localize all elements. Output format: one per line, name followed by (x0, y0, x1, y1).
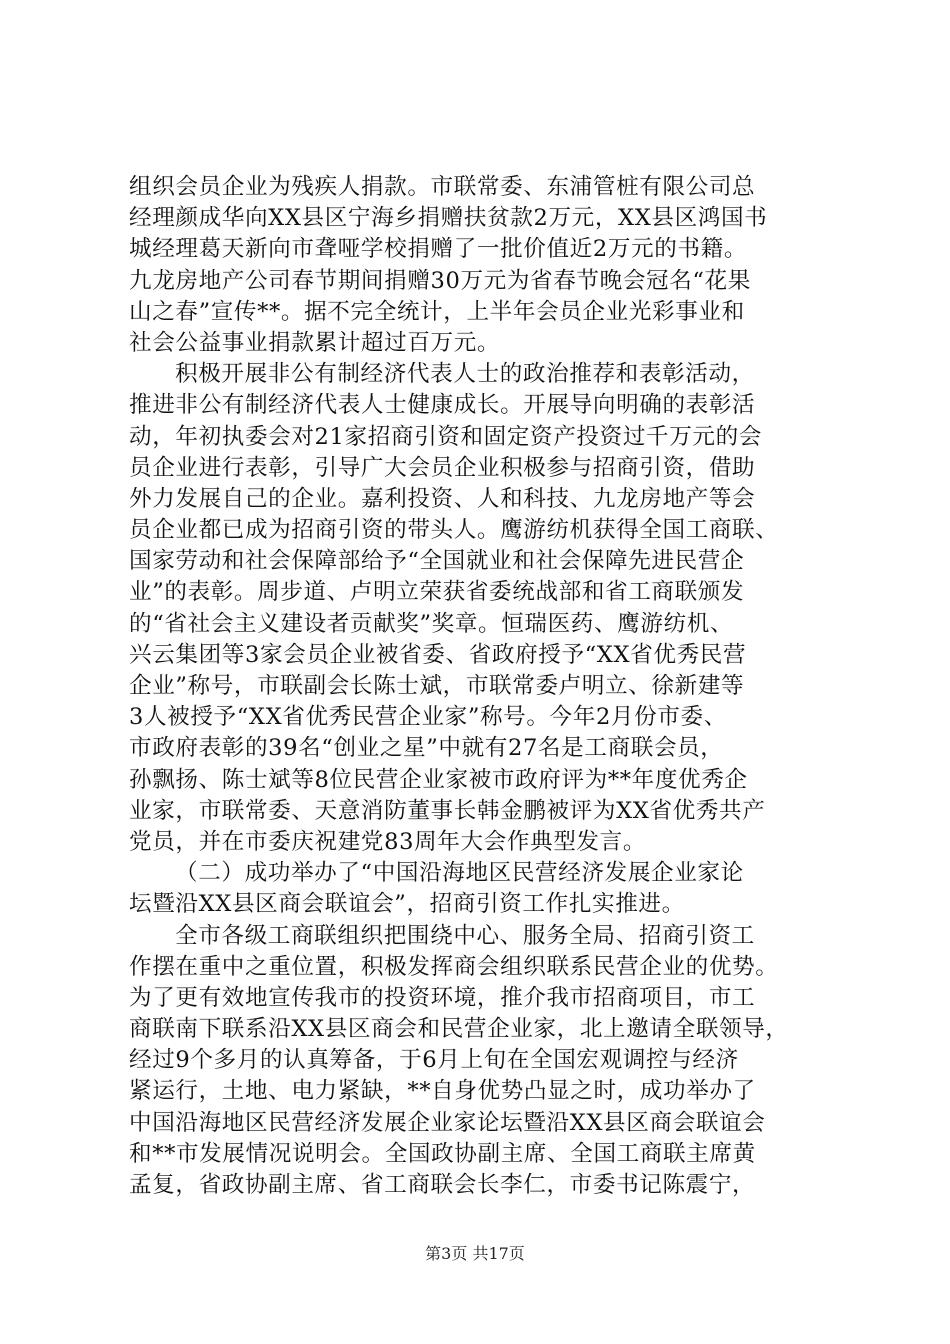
page-number-footer: 第3页 共17页 (425, 1244, 525, 1263)
paragraph-start-line: 积极开展非公有制经济代表人士的政治推荐和表彰活动， (175, 361, 755, 388)
text-line: 城经理葛天新向市聋哑学校捐赠了一批价值近2万元的书籍。 (129, 236, 748, 263)
text-line: 企业”称号，市联副会长陈士斌，市联常委卢明立、徐新建等 (129, 673, 745, 699)
text-line: 党员，并在市委庆祝建党83周年大会作典型发言。 (129, 828, 647, 855)
section-heading-line: （二）成功举办了“中国沿海地区民营经济发展企业家论 (175, 860, 744, 887)
text-line: 业”的表彰。周步道、卢明立荣获省委统战部和省工商联颁发 (129, 579, 745, 606)
section-heading-line: 坛暨沿XX县区商会联谊会”，招商引资工作扎实推进。 (129, 891, 685, 918)
text-line: 作摆在重中之重位置，积极发挥商会组织联系民营企业的优势。 (129, 953, 779, 980)
text-line: 为了更有效地宣传我市的投资环境，推介我市招商项目，市工 (129, 984, 756, 1011)
text-line: 员企业都已成为招商引资的带头人。鹰游纺机获得全国工商联、 (129, 517, 779, 544)
text-line: 推进非公有制经济代表人士健康成长。开展导向明确的表彰活 (129, 392, 756, 419)
text-line: 中国沿海地区民营经济发展企业家论坛暨沿XX县区商会联谊会 (129, 1109, 766, 1136)
text-line: 国家劳动和社会保障部给予“全国就业和社会保障先进民营企 (129, 548, 745, 575)
text-line: 经过9个多月的认真筹备，于6月上旬在全国宏观调控与经济 (129, 1047, 739, 1074)
text-line: 兴云集团等3家会员企业被省委、省政府授予“XX省优秀民营 (129, 641, 747, 668)
text-line: 紧运行，土地、电力紧缺，**自身优势凸显之时，成功举办了 (129, 1078, 756, 1105)
text-line: 员企业进行表彰，引导广大会员企业积极参与招商引资，借助 (129, 454, 756, 481)
text-line: 动，年初执委会对21家招商引资和固定资产投资过千万元的会 (129, 423, 762, 450)
text-line: 孙飘扬、陈士斌等8位民营企业家被市政府评为**年度优秀企 (129, 766, 748, 793)
text-line: 山之春”宣传**。据不完全统计，上半年会员企业光彩事业和 (129, 298, 745, 325)
text-line: 3人被授予“XX省优秀民营企业家”称号。今年2月份市委、 (129, 704, 727, 731)
text-line: 业家，市联常委、天意消防董事长韩金鹏被评为XX省优秀共产 (129, 797, 766, 824)
text-line: 组织会员企业为残疾人捐款。市联常委、东浦管桩有限公司总 (129, 174, 756, 200)
text-line: 社会公益事业捐款累计超过百万元。 (129, 329, 501, 356)
text-line: 经理颜成华向XX县区宁海乡捐赠扶贫款2万元，XX县区鸿国书 (129, 205, 768, 232)
text-line: 孟复，省政协副主席、省工商联会长李仁，市委书记陈震宁， (129, 1172, 756, 1198)
text-line: 外力发展自己的企业。嘉利投资、人和科技、九龙房地产等会 (129, 485, 756, 512)
document-body (129, 172, 829, 1201)
text-line: 市政府表彰的39名“创业之星”中就有27名是工商联会员， (129, 735, 724, 762)
text-line: 九龙房地产公司春节期间捐赠30万元为省春节晚会冠名“花果 (129, 267, 751, 294)
text-line: 的“省社会主义建设者贡献奖”奖章。恒瑞医药、鹰游纺机、 (129, 610, 734, 637)
text-line: 和**市发展情况说明会。全国政协副主席、全国工商联主席黄 (129, 1140, 756, 1167)
paragraph-start-line: 全市各级工商联组织把围绕中心、服务全局、招商引资工 (175, 922, 755, 949)
text-line: 商联南下联系沿XX县区商会和民营企业家，北上邀请全联领导， (129, 1016, 789, 1043)
